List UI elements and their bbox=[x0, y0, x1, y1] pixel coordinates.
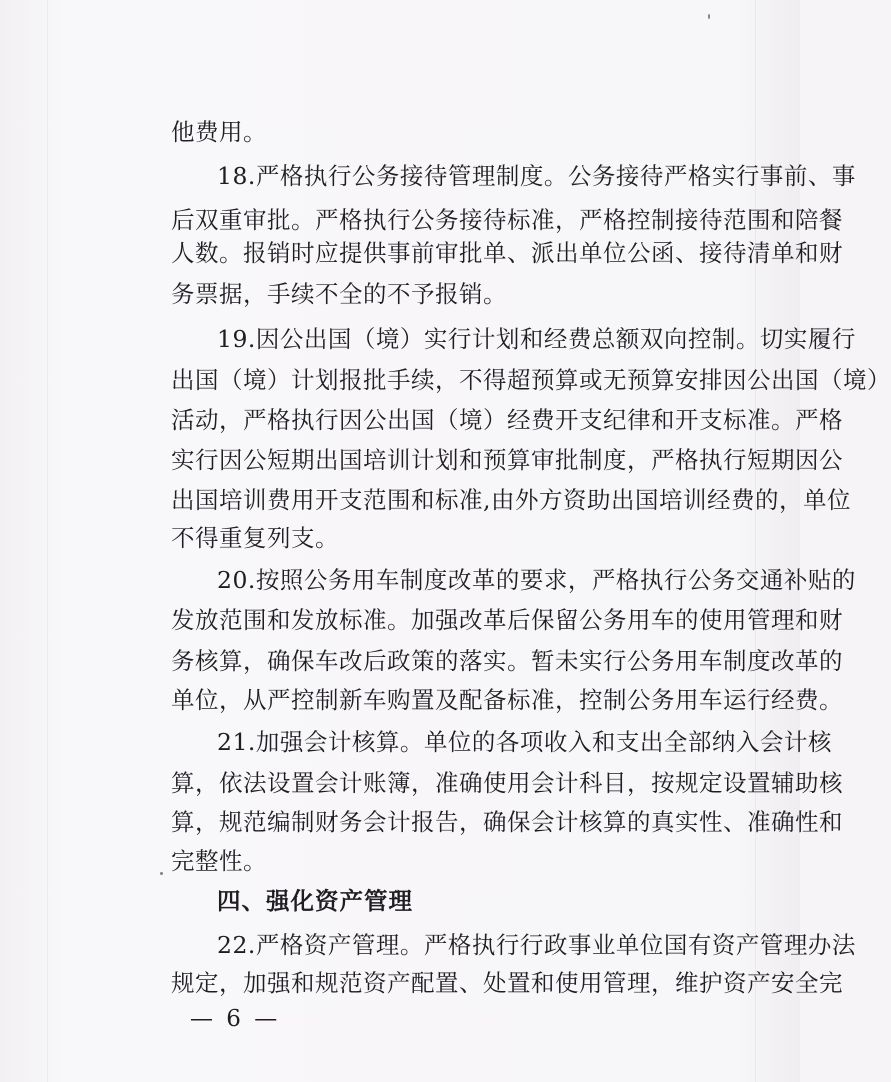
scan-speck bbox=[160, 872, 163, 875]
text-line: 完整性。 bbox=[171, 847, 267, 875]
paragraph-22-start: 22.严格资产管理。严格执行行政事业单位国有资产管理办法 bbox=[217, 931, 856, 959]
page-number: — 6 — bbox=[190, 1006, 281, 1032]
paragraph-19-start: 19.因公出国（境）实行计划和经费总额双向控制。切实履行 bbox=[217, 325, 856, 353]
text-line: 他费用。 bbox=[171, 118, 267, 146]
text-line: 不得重复列支。 bbox=[171, 524, 339, 552]
text-line: 后双重审批。严格执行公务接待标准，严格控制接待范围和陪餐 bbox=[171, 206, 843, 234]
scan-fold-mark bbox=[47, 0, 48, 1082]
paragraph-20-start: 20.按照公务用车制度改革的要求，严格执行公务交通补贴的 bbox=[217, 566, 856, 594]
text-line: 算，规范编制财务会计报告，确保会计核算的真实性、准确性和 bbox=[171, 808, 843, 836]
text-line: 单位，从严控制新车购置及配备标准，控制公务用车运行经费。 bbox=[171, 686, 843, 714]
text-line: 发放范围和发放标准。加强改革后保留公务用车的使用管理和财 bbox=[171, 606, 843, 634]
text-line: 规定，加强和规范资产配置、处置和使用管理，维护资产安全完 bbox=[171, 969, 843, 997]
text-line: 活动，严格执行因公出国（境）经费开支纪律和开支标准。严格 bbox=[171, 406, 843, 434]
text-line: 务核算，确保车改后政策的落实。暂未实行公务用车制度改革的 bbox=[171, 647, 843, 675]
text-line: 出国培训费用开支范围和标准,由外方资助出国培训经费的，单位 bbox=[171, 486, 851, 514]
paragraph-18-start: 18.严格执行公务接待管理制度。公务接待严格实行事前、事 bbox=[217, 162, 856, 190]
text-line: 实行因公短期出国培训计划和预算审批制度，严格执行短期因公 bbox=[171, 446, 843, 474]
paragraph-21-start: 21.加强会计核算。单位的各项收入和支出全部纳入会计核 bbox=[217, 728, 832, 756]
text-line: 务票据，手续不全的不予报销。 bbox=[171, 280, 507, 308]
scan-speck bbox=[708, 14, 710, 19]
section-heading: 四、强化资产管理 bbox=[217, 887, 413, 915]
text-line: 算，依法设置会计账簿，准确使用会计科目，按规定设置辅助核 bbox=[171, 769, 843, 797]
text-line: 人数。报销时应提供事前审批单、派出单位公函、接待清单和财 bbox=[171, 239, 843, 267]
text-line: 出国（境）计划报批手续，不得超预算或无预算安排因公出国（境） bbox=[171, 366, 891, 394]
